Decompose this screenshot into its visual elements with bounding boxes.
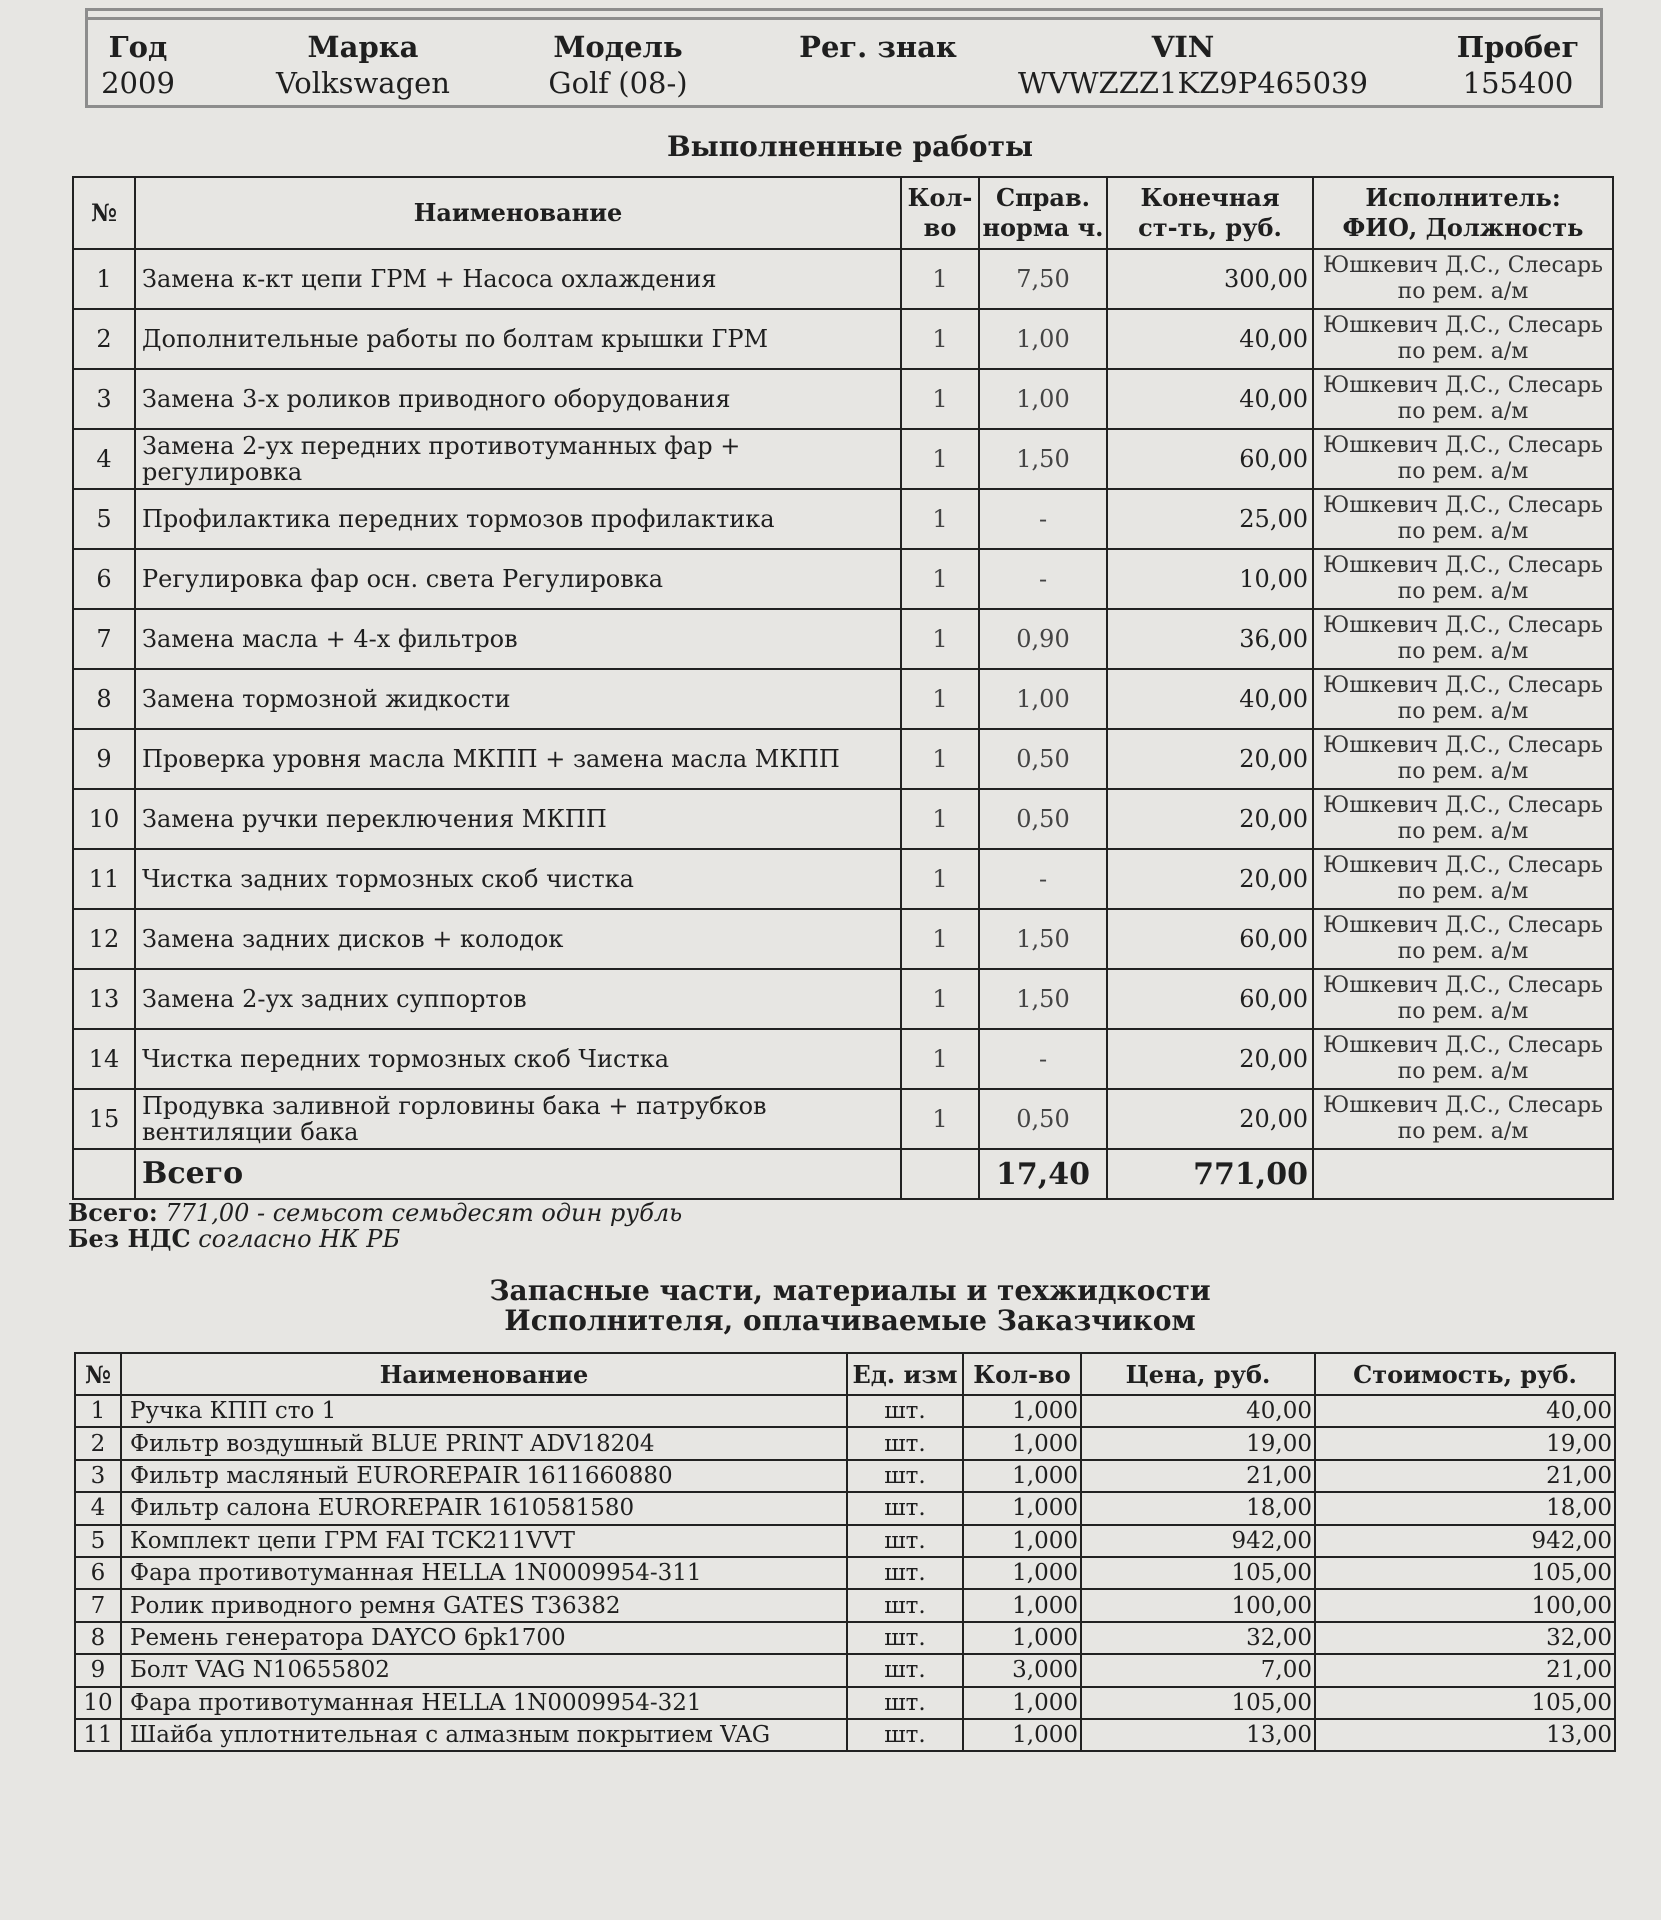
part-unit: шт. — [847, 1622, 963, 1654]
total-norm: 17,40 — [979, 1149, 1107, 1199]
work-cost: 20,00 — [1107, 789, 1313, 849]
work-name: Проверка уровня масла МКПП + замена масла МКПП — [135, 729, 901, 789]
parts-header-row — [75, 1353, 1615, 1395]
work-qty: 1 — [901, 429, 979, 489]
part-sum: 18,00 — [1315, 1492, 1615, 1524]
work-qty: 1 — [901, 789, 979, 849]
executor-name: Юшкевич Д.С., Слесарь — [1322, 793, 1604, 818]
vehicle-model — [518, 29, 718, 101]
vehicle-plate-label: Рег. знак — [799, 30, 957, 64]
work-name: Дополнительные работы по болтам крышки ГРМ — [135, 309, 901, 369]
works-header-row — [73, 177, 1613, 249]
vehicle-mileage-value: 155400 — [1462, 66, 1574, 100]
works-header-norm: Справ. норма ч. — [979, 177, 1107, 249]
executor-name: Юшкевич Д.С., Слесарь — [1322, 313, 1604, 338]
table-row — [75, 1589, 1615, 1621]
part-price: 21,00 — [1081, 1460, 1315, 1492]
work-cost: 40,00 — [1107, 309, 1313, 369]
row-number: 8 — [73, 669, 135, 729]
executor-position: по рем. а/м — [1397, 699, 1529, 724]
work-qty: 1 — [901, 609, 979, 669]
work-cost: 300,00 — [1107, 249, 1313, 309]
vehicle-year-label: Год — [108, 30, 168, 64]
executor-position: по рем. а/м — [1397, 1119, 1529, 1144]
works-summary — [68, 1200, 682, 1252]
row-number: 12 — [73, 909, 135, 969]
work-executor — [1313, 489, 1613, 549]
parts-header-num: № — [75, 1353, 121, 1395]
table-row — [73, 1029, 1613, 1089]
summary-vat-text: согласно НК РБ — [198, 1225, 401, 1253]
part-qty: 1,000 — [963, 1525, 1081, 1557]
executor-position: по рем. а/м — [1397, 459, 1529, 484]
work-norm-hours: - — [979, 489, 1107, 549]
part-number: 3 — [75, 1460, 121, 1492]
works-header-cost: Конечная ст-ть, руб. — [1107, 177, 1313, 249]
part-name: Фара противотуманная HELLA 1N0009954-311 — [121, 1557, 847, 1589]
executor-name: Юшкевич Д.С., Слесарь — [1322, 673, 1604, 698]
summary-vat-line — [68, 1226, 682, 1252]
part-price: 7,00 — [1081, 1654, 1315, 1686]
total-blank — [73, 1149, 135, 1199]
part-name: Фильтр салона EUROREPAIR 1610581580 — [121, 1492, 847, 1524]
executor-name: Юшкевич Д.С., Слесарь — [1322, 853, 1604, 878]
work-executor — [1313, 1089, 1613, 1149]
table-row — [75, 1622, 1615, 1654]
parts-header-unit: Ед. изм — [847, 1353, 963, 1395]
vehicle-model-label: Модель — [553, 30, 683, 64]
part-sum: 40,00 — [1315, 1395, 1615, 1427]
executor-position: по рем. а/м — [1397, 999, 1529, 1024]
work-executor — [1313, 849, 1613, 909]
part-name: Ролик приводного ремня GATES T36382 — [121, 1589, 847, 1621]
part-sum: 105,00 — [1315, 1557, 1615, 1589]
table-row — [75, 1687, 1615, 1719]
vehicle-make — [263, 29, 463, 101]
work-qty: 1 — [901, 249, 979, 309]
work-cost: 60,00 — [1107, 429, 1313, 489]
part-number: 4 — [75, 1492, 121, 1524]
part-number: 8 — [75, 1622, 121, 1654]
work-cost: 20,00 — [1107, 849, 1313, 909]
executor-position: по рем. а/м — [1397, 279, 1529, 304]
part-unit: шт. — [847, 1395, 963, 1427]
part-name: Ремень генератора DAYCO 6pk1700 — [121, 1622, 847, 1654]
part-price: 942,00 — [1081, 1525, 1315, 1557]
work-qty: 1 — [901, 309, 979, 369]
work-norm-hours: 1,50 — [979, 429, 1107, 489]
part-name: Болт VAG N10655802 — [121, 1654, 847, 1686]
total-cost: 771,00 — [1107, 1149, 1313, 1199]
part-price: 18,00 — [1081, 1492, 1315, 1524]
table-row — [75, 1557, 1615, 1589]
part-unit: шт. — [847, 1654, 963, 1686]
part-sum: 100,00 — [1315, 1589, 1615, 1621]
vehicle-make-value: Volkswagen — [276, 66, 450, 100]
work-executor — [1313, 669, 1613, 729]
work-qty: 1 — [901, 729, 979, 789]
parts-table — [74, 1352, 1616, 1752]
summary-total-line — [68, 1200, 682, 1226]
part-number: 6 — [75, 1557, 121, 1589]
parts-header-qty: Кол-во — [963, 1353, 1081, 1395]
work-norm-hours: 7,50 — [979, 249, 1107, 309]
part-number: 5 — [75, 1525, 121, 1557]
executor-name: Юшкевич Д.С., Слесарь — [1322, 973, 1604, 998]
table-row — [73, 549, 1613, 609]
works-total-row — [73, 1149, 1613, 1199]
table-row — [73, 429, 1613, 489]
parts-title-line2: Исполнителя, оплачиваемые Заказчиком — [504, 1304, 1196, 1337]
part-price: 100,00 — [1081, 1589, 1315, 1621]
executor-position: по рем. а/м — [1397, 339, 1529, 364]
part-name: Комплект цепи ГРМ FAI TCK211VVT — [121, 1525, 847, 1557]
work-name: Продувка заливной горловины бака + патрубков вентиляции бака — [135, 1089, 901, 1149]
table-row — [73, 729, 1613, 789]
executor-position: по рем. а/м — [1397, 939, 1529, 964]
vehicle-info-box — [85, 8, 1603, 108]
vehicle-mileage-label: Пробег — [1456, 30, 1580, 64]
total-label: Всего — [135, 1149, 901, 1199]
part-unit: шт. — [847, 1719, 963, 1751]
work-executor — [1313, 789, 1613, 849]
divider — [88, 17, 1600, 20]
row-number: 2 — [73, 309, 135, 369]
work-qty: 1 — [901, 849, 979, 909]
executor-name: Юшкевич Д.С., Слесарь — [1322, 433, 1604, 458]
part-sum: 21,00 — [1315, 1460, 1615, 1492]
work-norm-hours: - — [979, 849, 1107, 909]
part-number: 7 — [75, 1589, 121, 1621]
table-row — [73, 849, 1613, 909]
part-qty: 1,000 — [963, 1395, 1081, 1427]
work-cost: 10,00 — [1107, 549, 1313, 609]
part-qty: 1,000 — [963, 1622, 1081, 1654]
part-price: 19,00 — [1081, 1427, 1315, 1459]
work-executor — [1313, 309, 1613, 369]
work-name: Чистка передних тормозных скоб Чистка — [135, 1029, 901, 1089]
part-qty: 1,000 — [963, 1492, 1081, 1524]
work-name: Замена тормозной жидкости — [135, 669, 901, 729]
work-executor — [1313, 909, 1613, 969]
part-qty: 1,000 — [963, 1719, 1081, 1751]
work-name: Замена 3-х роликов приводного оборудования — [135, 369, 901, 429]
summary-vat-label: Без НДС — [68, 1224, 191, 1253]
table-row — [75, 1719, 1615, 1751]
work-cost: 20,00 — [1107, 1029, 1313, 1089]
part-sum: 21,00 — [1315, 1654, 1615, 1686]
vehicle-model-value: Golf (08-) — [548, 66, 688, 100]
work-cost: 60,00 — [1107, 909, 1313, 969]
table-row — [75, 1460, 1615, 1492]
part-name: Шайба уплотнительная с алмазным покрытием VAG — [121, 1719, 847, 1751]
work-cost: 60,00 — [1107, 969, 1313, 1029]
executor-name: Юшкевич Д.С., Слесарь — [1322, 1033, 1604, 1058]
part-sum: 13,00 — [1315, 1719, 1615, 1751]
work-norm-hours: - — [979, 549, 1107, 609]
row-number: 6 — [73, 549, 135, 609]
work-name: Замена к-кт цепи ГРМ + Насоса охлаждения — [135, 249, 901, 309]
executor-position: по рем. а/м — [1397, 759, 1529, 784]
work-executor — [1313, 249, 1613, 309]
part-qty: 1,000 — [963, 1427, 1081, 1459]
executor-name: Юшкевич Д.С., Слесарь — [1322, 493, 1604, 518]
summary-total-text: 771,00 - семьсот семьдесят один рубль — [165, 1199, 683, 1227]
executor-position: по рем. а/м — [1397, 819, 1529, 844]
executor-name: Юшкевич Д.С., Слесарь — [1322, 553, 1604, 578]
table-row — [75, 1654, 1615, 1686]
executor-name: Юшкевич Д.С., Слесарь — [1322, 373, 1604, 398]
table-row — [75, 1427, 1615, 1459]
executor-position: по рем. а/м — [1397, 399, 1529, 424]
part-sum: 105,00 — [1315, 1687, 1615, 1719]
work-executor — [1313, 1029, 1613, 1089]
part-number: 9 — [75, 1654, 121, 1686]
work-executor — [1313, 729, 1613, 789]
parts-header-name: Наименование — [121, 1353, 847, 1395]
table-row — [73, 609, 1613, 669]
table-row — [73, 249, 1613, 309]
works-header-qty: Кол- во — [901, 177, 979, 249]
work-norm-hours: 1,50 — [979, 909, 1107, 969]
work-name: Замена 2-ух передних противотуманных фар + регулировка — [135, 429, 901, 489]
work-qty: 1 — [901, 1029, 979, 1089]
table-row — [75, 1492, 1615, 1524]
work-norm-hours: 0,50 — [979, 1089, 1107, 1149]
row-number: 9 — [73, 729, 135, 789]
work-qty: 1 — [901, 669, 979, 729]
work-qty: 1 — [901, 549, 979, 609]
part-qty: 1,000 — [963, 1687, 1081, 1719]
vehicle-plate — [768, 29, 988, 65]
work-cost: 40,00 — [1107, 669, 1313, 729]
works-header-name: Наименование — [135, 177, 901, 249]
part-price: 32,00 — [1081, 1622, 1315, 1654]
work-name: Профилактика передних тормозов профилактика — [135, 489, 901, 549]
part-qty: 1,000 — [963, 1557, 1081, 1589]
part-unit: шт. — [847, 1557, 963, 1589]
part-name: Фильтр воздушный BLUE PRINT ADV18204 — [121, 1427, 847, 1459]
part-sum: 32,00 — [1315, 1622, 1615, 1654]
vehicle-year-value: 2009 — [101, 66, 175, 100]
executor-name: Юшкевич Д.С., Слесарь — [1322, 1093, 1604, 1118]
row-number: 11 — [73, 849, 135, 909]
row-number: 7 — [73, 609, 135, 669]
parts-header-sum: Стоимость, руб. — [1315, 1353, 1615, 1395]
vehicle-make-label: Марка — [307, 30, 419, 64]
work-norm-hours: - — [979, 1029, 1107, 1089]
part-number: 10 — [75, 1687, 121, 1719]
row-number: 14 — [73, 1029, 135, 1089]
part-price: 105,00 — [1081, 1557, 1315, 1589]
works-title: Выполненные работы — [666, 130, 1034, 163]
part-qty: 3,000 — [963, 1654, 1081, 1686]
work-qty: 1 — [901, 969, 979, 1029]
part-qty: 1,000 — [963, 1589, 1081, 1621]
work-qty: 1 — [901, 369, 979, 429]
work-qty: 1 — [901, 489, 979, 549]
table-row — [73, 789, 1613, 849]
part-price: 40,00 — [1081, 1395, 1315, 1427]
vehicle-vin-value: WVWZZZ1KZ9P465039 — [1018, 66, 1368, 100]
row-number: 5 — [73, 489, 135, 549]
work-cost: 36,00 — [1107, 609, 1313, 669]
table-row — [73, 969, 1613, 1029]
work-executor — [1313, 429, 1613, 489]
work-executor — [1313, 549, 1613, 609]
work-norm-hours: 0,50 — [979, 729, 1107, 789]
part-unit: шт. — [847, 1589, 963, 1621]
vehicle-vin-label: VIN — [1151, 30, 1215, 64]
executor-name: Юшкевич Д.С., Слесарь — [1322, 913, 1604, 938]
part-unit: шт. — [847, 1492, 963, 1524]
part-number: 1 — [75, 1395, 121, 1427]
work-norm-hours: 1,00 — [979, 369, 1107, 429]
work-name: Регулировка фар осн. света Регулировка — [135, 549, 901, 609]
total-blank — [1313, 1149, 1613, 1199]
part-unit: шт. — [847, 1525, 963, 1557]
work-name: Замена ручки переключения МКПП — [135, 789, 901, 849]
table-row — [75, 1395, 1615, 1427]
work-executor — [1313, 609, 1613, 669]
part-qty: 1,000 — [963, 1460, 1081, 1492]
vehicle-vin — [1018, 29, 1368, 101]
work-executor — [1313, 369, 1613, 429]
table-row — [73, 669, 1613, 729]
work-cost: 25,00 — [1107, 489, 1313, 549]
work-cost: 40,00 — [1107, 369, 1313, 429]
part-unit: шт. — [847, 1427, 963, 1459]
work-name: Замена масла + 4-х фильтров — [135, 609, 901, 669]
parts-title — [0, 1276, 1661, 1336]
table-row — [73, 909, 1613, 969]
work-name: Чистка задних тормозных скоб чистка — [135, 849, 901, 909]
row-number: 15 — [73, 1089, 135, 1149]
part-price: 13,00 — [1081, 1719, 1315, 1751]
table-row — [73, 369, 1613, 429]
works-header-num: № — [73, 177, 135, 249]
parts-header-price: Цена, руб. — [1081, 1353, 1315, 1395]
vehicle-mileage — [1443, 29, 1593, 101]
vehicle-year — [88, 29, 188, 101]
work-name: Замена задних дисков + колодок — [135, 909, 901, 969]
part-number: 2 — [75, 1427, 121, 1459]
executor-name: Юшкевич Д.С., Слесарь — [1322, 613, 1604, 638]
row-number: 1 — [73, 249, 135, 309]
part-price: 105,00 — [1081, 1687, 1315, 1719]
table-row — [73, 489, 1613, 549]
parts-title-line1: Запасные части, материалы и техжидкости — [489, 1274, 1211, 1307]
part-number: 11 — [75, 1719, 121, 1751]
part-sum: 942,00 — [1315, 1525, 1615, 1557]
work-name: Замена 2-ух задних суппортов — [135, 969, 901, 1029]
work-norm-hours: 1,50 — [979, 969, 1107, 1029]
table-row — [75, 1525, 1615, 1557]
executor-position: по рем. а/м — [1397, 639, 1529, 664]
row-number: 4 — [73, 429, 135, 489]
work-qty: 1 — [901, 1089, 979, 1149]
work-norm-hours: 1,00 — [979, 309, 1107, 369]
executor-position: по рем. а/м — [1397, 1059, 1529, 1084]
summary-total-label: Всего: — [68, 1198, 158, 1227]
part-sum: 19,00 — [1315, 1427, 1615, 1459]
row-number: 10 — [73, 789, 135, 849]
table-row — [73, 1089, 1613, 1149]
work-qty: 1 — [901, 909, 979, 969]
part-unit: шт. — [847, 1460, 963, 1492]
row-number: 13 — [73, 969, 135, 1029]
total-blank — [901, 1149, 979, 1199]
part-name: Фильтр масляный EUROREPAIR 1611660880 — [121, 1460, 847, 1492]
part-name: Ручка КПП сто 1 — [121, 1395, 847, 1427]
part-name: Фара противотуманная HELLA 1N0009954-321 — [121, 1687, 847, 1719]
executor-position: по рем. а/м — [1397, 879, 1529, 904]
executor-name: Юшкевич Д.С., Слесарь — [1322, 733, 1604, 758]
table-row — [73, 309, 1613, 369]
work-norm-hours: 0,50 — [979, 789, 1107, 849]
work-cost: 20,00 — [1107, 729, 1313, 789]
work-executor — [1313, 969, 1613, 1029]
work-norm-hours: 1,00 — [979, 669, 1107, 729]
works-header-exec: Исполнитель: ФИО, Должность — [1313, 177, 1613, 249]
executor-position: по рем. а/м — [1397, 579, 1529, 604]
row-number: 3 — [73, 369, 135, 429]
works-table — [72, 176, 1614, 1200]
work-cost: 20,00 — [1107, 1089, 1313, 1149]
part-unit: шт. — [847, 1687, 963, 1719]
executor-position: по рем. а/м — [1397, 519, 1529, 544]
executor-name: Юшкевич Д.С., Слесарь — [1322, 253, 1604, 278]
work-norm-hours: 0,90 — [979, 609, 1107, 669]
